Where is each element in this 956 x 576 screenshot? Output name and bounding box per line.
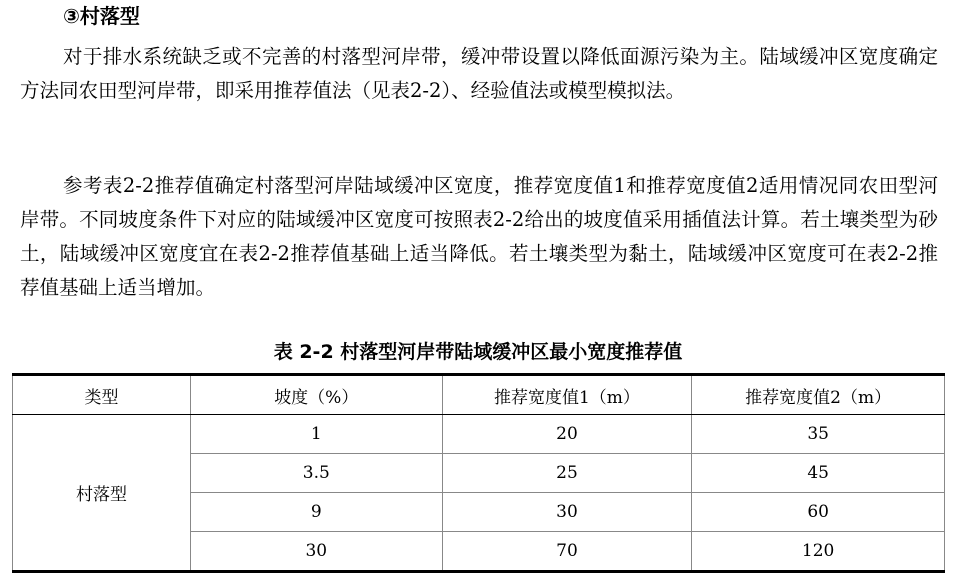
width-2-cell: 60 <box>692 493 945 532</box>
width-2-cell: 35 <box>692 415 945 454</box>
header-width-1: 推荐宽度值1（m） <box>442 375 692 415</box>
table-header-row <box>13 375 945 415</box>
width-1-cell: 70 <box>442 532 692 572</box>
table-caption: 表 2-2 村落型河岸带陆域缓冲区最小宽度推荐值 <box>273 341 683 363</box>
width-2-cell: 120 <box>692 532 945 572</box>
slope-cell: 30 <box>190 532 442 572</box>
header-type: 类型 <box>13 375 191 415</box>
width-1-cell: 20 <box>442 415 692 454</box>
slope-cell: 3.5 <box>190 454 442 493</box>
recommendation-table <box>12 373 945 573</box>
paragraph-reference: 参考表2-2推荐值确定村落型河岸陆域缓冲区宽度，推荐宽度值1和推荐宽度值2适用情况同农田型河岸带。不同坡度条件下对应的陆域缓冲区宽度可按照表2-2给出的坡度值采用插值法计算。若土壤类型为砂土，陆域缓冲区宽度宜在表2-2推荐值基础上适当降低。若土壤类型为黏土，陆域缓冲区宽度可在表2-2推荐值基础上适当增加。 <box>20 174 938 299</box>
header-width-2: 推荐宽度值2（m） <box>692 375 945 415</box>
width-1-cell: 25 <box>442 454 692 493</box>
width-1-cell: 30 <box>442 493 692 532</box>
slope-cell: 9 <box>190 493 442 532</box>
section-heading: ③村落型 <box>63 4 140 28</box>
slope-cell: 1 <box>190 415 442 454</box>
paragraph-drainage: 对于排水系统缺乏或不完善的村落型河岸带，缓冲带设置以降低面源污染为主。陆域缓冲区宽度确定方法同农田型河岸带，即采用推荐值法（见表2-2）、经验值法或模型模拟法。 <box>20 45 938 102</box>
table-row <box>13 415 945 454</box>
header-slope: 坡度（%） <box>190 375 442 415</box>
type-cell: 村落型 <box>13 415 191 572</box>
width-2-cell: 45 <box>692 454 945 493</box>
